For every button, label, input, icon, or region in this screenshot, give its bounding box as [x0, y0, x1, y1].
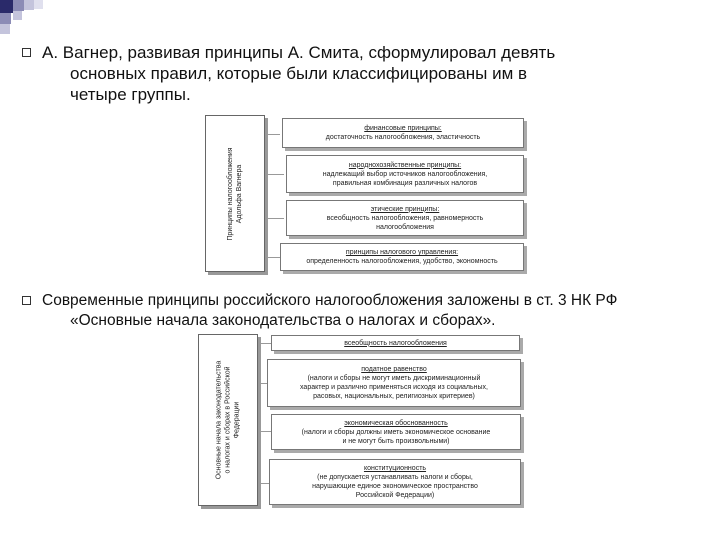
decor-square	[34, 0, 43, 9]
connector-line	[261, 483, 269, 484]
box-description: (не допускается устанавливать налоги и сборы,	[317, 474, 473, 481]
decor-square	[13, 0, 24, 11]
paragraph-modern-principles	[42, 291, 702, 331]
side-label-line: Адольфа Вагнера	[236, 164, 243, 223]
diagram1-side-label	[205, 115, 265, 272]
decor-square	[0, 0, 13, 13]
box-description: Российской Федерации)	[355, 492, 435, 499]
box-description: правильная комбинация различных налогов	[332, 179, 478, 187]
box-description: нарушающие единое экономическое пространство	[312, 483, 478, 490]
box-description: (налоги и сборы не могут иметь дискриминационный	[307, 375, 481, 382]
connector-line	[268, 134, 280, 135]
decor-square	[0, 24, 10, 34]
box-title: всеобщность налогообложения	[344, 339, 447, 347]
decor-square	[13, 11, 22, 20]
diagram1-box-economic	[286, 155, 524, 193]
diagram2-box-constitutionality	[269, 459, 521, 505]
box-description: налогообложения	[376, 223, 434, 231]
box-description: определенность налогообложения, удобство, экономность	[306, 258, 498, 265]
connector-line	[268, 218, 284, 219]
box-description: достаточность налогообложения, эластичность	[325, 134, 481, 141]
text-line: А. Вагнер, развивая принципы А. Смита, сформулировал девять	[42, 43, 556, 62]
side-label-line: о налогах и сборах в Российской	[224, 366, 232, 474]
box-description: и не могут быть произвольными)	[342, 437, 450, 445]
box-title: народнохозяйственные принципы:	[348, 161, 462, 169]
box-description: надлежащий выбор источников налогообложения,	[322, 170, 488, 178]
side-label-line: Основные начала законодательства	[215, 360, 223, 480]
box-title: принципы налогового управления:	[345, 249, 459, 256]
side-label-line: Федерации	[233, 401, 241, 439]
diagram2-side-label	[198, 334, 258, 506]
text-line: основных правил, которые были классифицированы им в	[70, 64, 528, 83]
side-label-line: Принципы налогообложения	[227, 146, 234, 241]
diagram2-box-tax-equality	[267, 359, 521, 407]
box-description: расовых, национальных, религиозных критериев)	[313, 393, 475, 400]
connector-line	[268, 174, 284, 175]
connector-line	[268, 257, 280, 258]
text-line: четыре группы.	[70, 85, 191, 104]
box-title: этические принципы:	[370, 205, 440, 213]
text-line: Современные принципы российского налогообложения заложены в ст. 3 НК РФ	[42, 292, 618, 309]
box-title: экономическая обоснованность	[344, 419, 448, 427]
diagram2-box-universality	[271, 335, 520, 351]
box-description: (налоги и сборы должны иметь экономическое основание	[301, 428, 491, 436]
diagram1-box-administration	[280, 243, 524, 271]
diagram2-box-economic-justification	[271, 414, 521, 450]
decor-square	[0, 13, 11, 24]
box-title: финансовые принципы:	[364, 125, 442, 132]
diagram1-box-financial	[282, 118, 524, 148]
box-description: всеобщность налогообложения, равномерность	[326, 214, 484, 222]
box-title: конституционность	[363, 465, 427, 472]
box-description: характер и различно применяться исходя из социальных,	[300, 384, 488, 391]
bullet-square	[22, 48, 31, 57]
paragraph-wagner	[42, 42, 682, 105]
text-line: «Основные начала законодательства о налогах и сборах».	[70, 312, 496, 329]
connector-line	[261, 343, 271, 344]
diagram1-box-ethical	[286, 200, 524, 236]
bullet-square	[22, 296, 31, 305]
decor-square	[24, 0, 34, 10]
box-title: податное равенство	[361, 366, 427, 373]
connector-line	[261, 431, 271, 432]
